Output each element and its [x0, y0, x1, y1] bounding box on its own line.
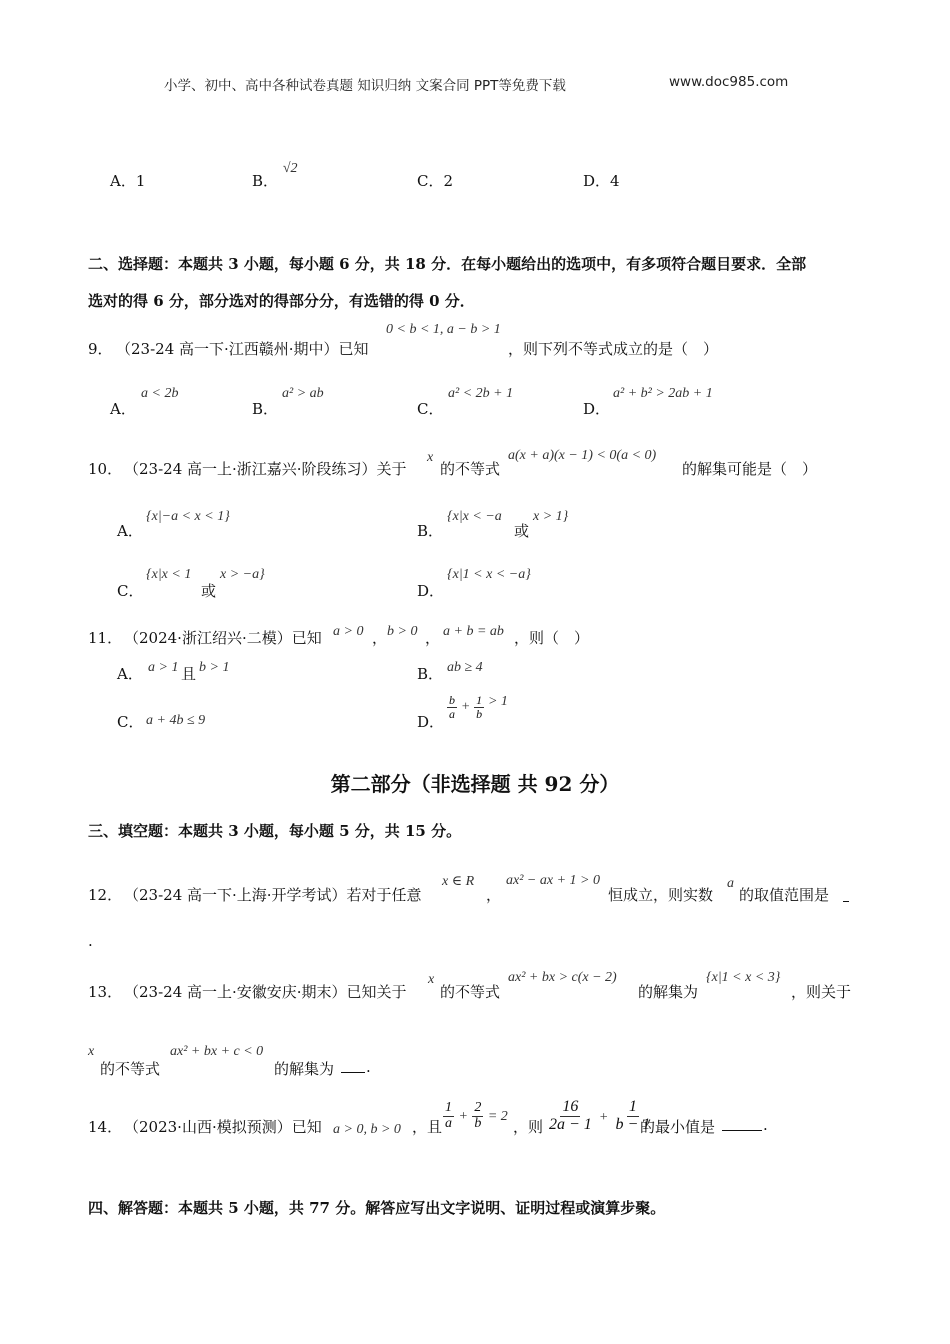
q14-equation — [443, 1101, 508, 1131]
q10-stem-end: 的解集可能是（ ） — [682, 460, 818, 478]
q14-frac2: $\frac{2}{b}$ — [474, 1100, 482, 1131]
q11-option-d-math — [447, 694, 508, 720]
q9-option-c-label: C． — [417, 400, 444, 418]
q14-number: 14． — [88, 1118, 123, 1136]
q10-number: 10． — [88, 460, 123, 478]
q10-option-c-label: C． — [117, 582, 144, 600]
q14-frac4: $\frac{1}{b - 1}$ — [615, 1098, 651, 1133]
q8-option-c: C．2 — [417, 172, 454, 190]
q10-option-b-label: B． — [417, 522, 444, 540]
q11-option-a-math2: b > 1 — [199, 660, 230, 675]
section3-heading: 三、填空题：本题共 3 小题，每小题 5 分，共 15 分。 — [88, 822, 462, 840]
q13-mid: 的不等式 — [440, 983, 501, 1001]
q11-source: （2024·浙江绍兴·二模）已知 — [124, 629, 322, 647]
q11-option-a-and: 且 — [181, 665, 197, 683]
q11-option-c-math: a + 4b ≤ 9 — [146, 713, 206, 728]
q9-stem-end: ，则下列不等式成立的是（ ） — [508, 340, 719, 358]
q9-source: （23-24 高一下·江西赣州·期中）已知 — [116, 340, 369, 358]
q14-source: （2023·山西·模拟预测）已知 — [124, 1118, 322, 1136]
q8-option-b — [252, 161, 298, 191]
part2-title: 第二部分（非选择题 共 92 分） — [330, 772, 620, 796]
q14-eq: = 2 — [487, 1109, 508, 1125]
q11-option-d-frac1: $\frac{b}{a}$ — [449, 693, 455, 721]
q9-option-d-math: a² + b² > 2ab + 1 — [613, 386, 713, 401]
q9-option-b-math: a² > ab — [282, 386, 324, 401]
q10-option-d-label: D． — [417, 582, 445, 600]
q13-stem-end: ，则关于 — [791, 983, 852, 1001]
section2-line1: 二、选择题：本题共 3 小题，每小题 6 分，共 18 分．在每小题给出的选项中，有多项符合题目要求．全部 — [88, 255, 807, 273]
q10-source: （23-24 高一上·浙江嘉兴·阶段练习）关于 — [124, 460, 407, 478]
q11-cond-sum: a + b = ab — [443, 624, 504, 639]
q11-sep1: ， — [372, 629, 388, 647]
q10-var: x — [427, 450, 434, 465]
q12-source: （23-24 高一下·上海·开学考试）若对于任意 — [124, 886, 422, 904]
q12-line2-dot: . — [88, 932, 93, 950]
q10-option-c-or: 或 — [201, 582, 217, 600]
q13-number: 13． — [88, 983, 123, 1001]
q10-option-a-label: A． — [117, 522, 143, 540]
q8-option-b-math: √2 — [282, 161, 298, 176]
q9-option-a-math: a < 2b — [141, 386, 179, 401]
q11-option-d-tail: > 1 — [487, 693, 508, 709]
q14-frac1: $\frac{1}{a}$ — [445, 1100, 452, 1131]
q10-option-c-math1: {x|x < 1 — [146, 567, 192, 582]
q12-answer-blank[interactable] — [843, 884, 849, 902]
q11-option-a-label: A． — [117, 665, 143, 683]
q14-expression — [547, 1099, 652, 1134]
q11-option-b-math: ab ≥ 4 — [447, 660, 483, 675]
q13-source: （23-24 高一上·安徽安庆·期末）已知关于 — [124, 983, 407, 1001]
q13-line2-mid: 的解集为 — [274, 1060, 335, 1078]
q11-option-d-frac2: $\frac{1}{b}$ — [476, 693, 483, 721]
q14-plus: + — [458, 1109, 468, 1125]
q12-math1: x ∈ R — [442, 874, 475, 889]
q13-line2-var: x — [88, 1044, 95, 1059]
q11-cond-b: b > 0 — [387, 624, 418, 639]
q13-inequality: ax² + bx > c(x − 2) — [508, 970, 617, 985]
q9-option-a-label: A． — [110, 400, 136, 418]
q11-stem-end: ，则（ ） — [514, 629, 590, 647]
q12-mid: 恒成立，则实数 — [608, 886, 714, 904]
q13-line2-end: . — [366, 1058, 371, 1076]
q11-option-d-plus: + — [460, 699, 471, 715]
q14-stem-end: 的最小值是 — [640, 1118, 716, 1136]
section2-line2: 选对的得 6 分，部分选对的得部分分，有选错的得 0 分． — [88, 292, 475, 310]
q8-option-d: D．4 — [583, 172, 620, 190]
q10-option-b-or: 或 — [514, 522, 530, 540]
q10-mid: 的不等式 — [440, 460, 501, 478]
q10-inequality: a(x + a)(x − 1) < 0(a < 0) — [508, 448, 657, 463]
q11-sep2: ， — [425, 629, 441, 647]
q11-option-c-label: C． — [117, 713, 144, 731]
q13-set: {x|1 < x < 3} — [706, 970, 781, 985]
q11-option-b-label: B． — [417, 665, 444, 683]
q9-option-c-math: a² < 2b + 1 — [448, 386, 514, 401]
q14-plus2: + — [598, 1109, 609, 1125]
q13-line2-inequality: ax² + bx + c < 0 — [170, 1044, 264, 1059]
q9-option-b-label: B． — [252, 400, 279, 418]
q10-option-c-math2: x > −a} — [220, 567, 265, 582]
q9-option-d-label: D． — [583, 400, 611, 418]
q11-number: 11． — [88, 629, 123, 647]
q13-answer-blank[interactable] — [341, 1058, 365, 1073]
q12-sep: ， — [486, 886, 502, 904]
q14-answer-blank[interactable] — [722, 1116, 762, 1131]
q12-stem-end: 的取值范围是 — [739, 886, 830, 904]
section4-heading: 四、解答题：本题共 5 小题，共 77 分。解答应写出文字说明、证明过程或演算步聚。 — [88, 1199, 666, 1217]
q13-mid2: 的解集为 — [638, 983, 699, 1001]
q10-option-d-math: {x|1 < x < −a} — [447, 567, 531, 582]
q8-option-b-label: B． — [252, 172, 279, 190]
q14-then: ，则 — [513, 1118, 544, 1136]
q9-condition: 0 < b < 1, a − b > 1 — [386, 322, 501, 337]
q9-number: 9． — [88, 340, 113, 358]
q14-frac3: $\frac{16}{2a - 1}$ — [549, 1098, 592, 1133]
q12-number: 12． — [88, 886, 123, 904]
q13-var: x — [428, 972, 435, 987]
q14-and: ，且 — [412, 1118, 443, 1136]
q12-var: a — [727, 876, 734, 891]
q10-option-b-math1: {x|x < −a — [447, 509, 502, 524]
q11-option-d-label: D． — [417, 713, 445, 731]
q12-math2: ax² − ax + 1 > 0 — [506, 873, 600, 888]
q8-option-a: A．1 — [110, 172, 146, 190]
header-url[interactable]: www.doc985.com — [669, 74, 789, 90]
q10-option-a-math: {x|−a < x < 1} — [146, 509, 230, 524]
q13-line2-text: 的不等式 — [100, 1060, 161, 1078]
q10-option-b-math2: x > 1} — [533, 509, 569, 524]
q14-end: . — [763, 1116, 768, 1134]
q11-cond-a: a > 0 — [333, 624, 364, 639]
header-text: 小学、初中、高中各种试卷真题 知识归纳 文案合同 PPT等免费下载 — [164, 78, 566, 94]
q11-option-a-math1: a > 1 — [148, 660, 179, 675]
q14-condition: a > 0, b > 0 — [333, 1122, 401, 1137]
